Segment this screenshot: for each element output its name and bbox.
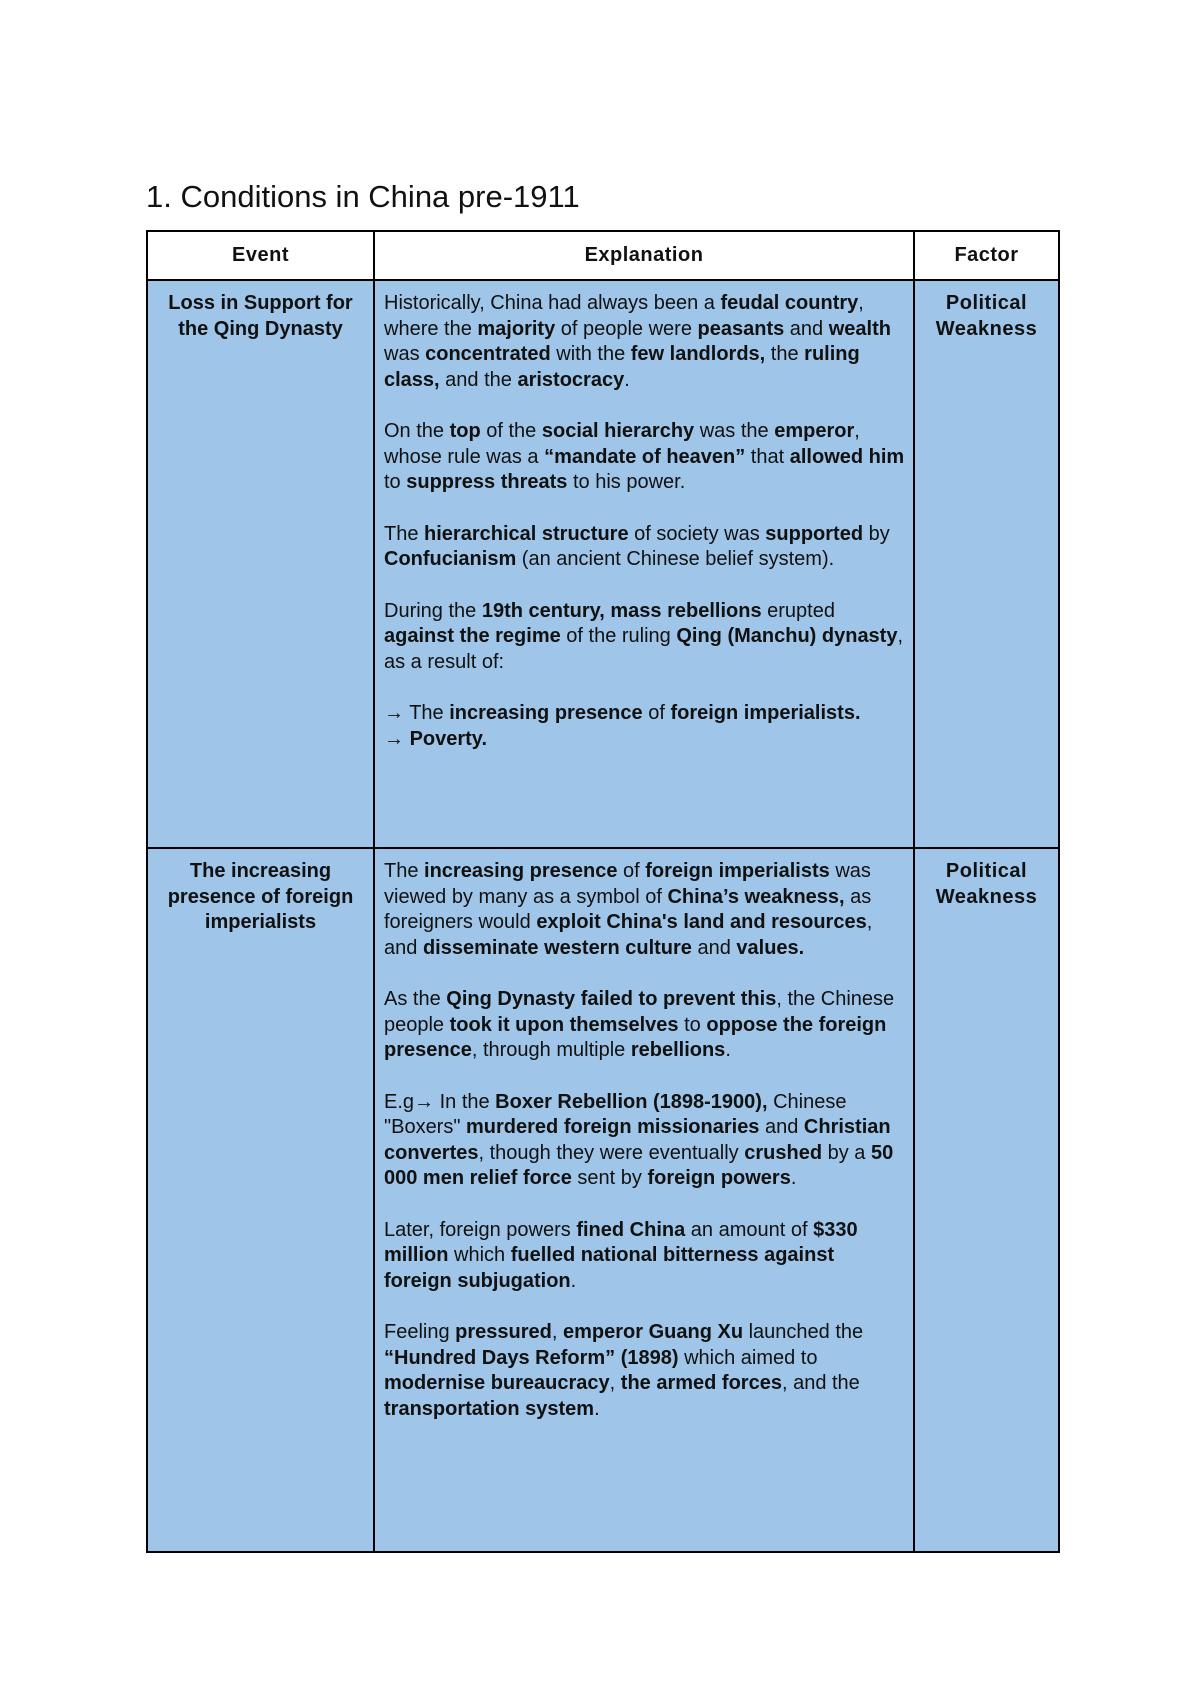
body-text: with the — [550, 343, 631, 365]
emphasis-text: $330 million — [384, 1218, 858, 1266]
table-row — [147, 280, 1059, 848]
emphasis-text: disseminate western culture — [422, 936, 692, 959]
emphasis-text: China’s weakness, — [667, 885, 845, 908]
body-text: , through multiple — [471, 1039, 631, 1061]
emphasis-text: emperor Guang Xu — [563, 1321, 744, 1343]
emphasis-text: foreign powers — [647, 1167, 791, 1189]
body-text: , and the — [781, 1372, 860, 1394]
emphasis-text: few landlords, — [630, 343, 766, 365]
body-text: , though they were eventually — [478, 1141, 745, 1164]
body-text: and the — [439, 368, 518, 391]
emphasis-text: Boxer Rebellion (1898-1900), — [495, 1090, 768, 1113]
emphasis-text: increasing presence — [424, 860, 618, 882]
body-text: that — [745, 445, 790, 468]
emphasis-text: “Hundred Days Reform” (1898) — [384, 1346, 679, 1369]
explanation-paragraph — [384, 419, 905, 496]
explanation-paragraph — [384, 987, 905, 1064]
emphasis-text: fined China — [576, 1218, 686, 1241]
emphasis-text: Confucianism — [384, 548, 517, 570]
body-text: , and — [384, 911, 873, 959]
explanation-paragraph — [384, 859, 905, 961]
emphasis-text: wealth — [828, 317, 891, 340]
emphasis-text: foreign imperialists — [645, 860, 830, 882]
body-text: to — [678, 1013, 707, 1036]
body-text: , whose rule was a — [384, 420, 860, 468]
body-text: by a — [822, 1141, 871, 1164]
emphasis-text: took it upon themselves — [449, 1013, 679, 1036]
emphasis-text: feudal country — [720, 292, 859, 314]
emphasis-text: Qing Dynasty failed to prevent this — [446, 988, 777, 1010]
body-text: On the — [384, 420, 450, 442]
explanation-cell — [374, 280, 914, 848]
explanation-paragraph — [384, 599, 905, 676]
emphasis-text: majority — [477, 317, 556, 340]
conditions-table — [146, 230, 1060, 1553]
emphasis-text: social hierarchy — [541, 420, 695, 442]
body-text: , the Chinese people — [384, 988, 895, 1036]
body-text: was — [384, 343, 426, 365]
emphasis-text: peasants — [697, 317, 785, 340]
emphasis-text: aristocracy — [517, 368, 625, 391]
explanation-paragraph — [384, 1090, 905, 1192]
emphasis-text: hierarchical structure — [424, 522, 629, 545]
body-text: The — [384, 860, 425, 882]
emphasis-text: exploit China's land and resources — [536, 911, 867, 933]
emphasis-text: fuelled national bitterness against foreign subjugation — [384, 1244, 835, 1292]
body-text: Later, foreign powers — [384, 1218, 577, 1241]
body-text: As the — [384, 988, 447, 1010]
body-text: Feeling — [384, 1321, 456, 1343]
body-text: → The — [384, 702, 450, 724]
emphasis-text: oppose the foreign presence — [384, 1013, 887, 1061]
emphasis-text: modernise bureaucracy — [384, 1372, 610, 1394]
table-row — [147, 848, 1059, 1552]
body-text: Historically, China had always been a — [384, 292, 721, 314]
body-text: E.g→ In the — [384, 1090, 496, 1113]
emphasis-text: suppress threats — [406, 471, 568, 493]
emphasis-text: increasing presence — [449, 702, 643, 724]
emphasis-text: Christian convertes — [384, 1116, 891, 1164]
body-text: of — [642, 702, 671, 724]
emphasis-text: 19th century, mass rebellions — [481, 599, 762, 622]
body-text: and — [759, 1116, 804, 1138]
body-text: . — [594, 1397, 600, 1420]
emphasis-text: foreign imperialists. — [670, 702, 861, 724]
body-text: . — [790, 1167, 797, 1189]
body-text: by — [863, 522, 890, 545]
body-text: and — [784, 317, 829, 340]
body-text: launched the — [743, 1321, 864, 1343]
emphasis-text: crushed — [744, 1141, 823, 1164]
body-text: to — [384, 471, 407, 493]
body-text: the — [765, 343, 805, 365]
header-factor: Factor — [914, 231, 1059, 280]
body-text: to his power. — [567, 471, 686, 493]
body-text: Chinese "Boxers" — [384, 1090, 847, 1138]
explanation-paragraph — [384, 291, 905, 393]
explanation-cell — [374, 848, 914, 1552]
body-text: was the — [694, 420, 775, 442]
emphasis-text: murdered foreign missionaries — [466, 1116, 760, 1138]
header-explanation: Explanation — [374, 231, 914, 280]
emphasis-text: pressured — [455, 1321, 552, 1343]
emphasis-text: 50 000 men relief force — [384, 1141, 894, 1189]
emphasis-text: the armed forces — [620, 1372, 782, 1394]
emphasis-text: concentrated — [425, 343, 551, 365]
factor-cell: Political Weakness — [914, 280, 1059, 848]
emphasis-text: ruling class, — [384, 343, 860, 391]
body-text: , — [609, 1372, 621, 1394]
page-title: 1. Conditions in China pre-1911 — [146, 179, 580, 214]
emphasis-text: values. — [736, 936, 805, 959]
header-event: Event — [147, 231, 374, 280]
event-cell: The increasing presence of foreign imperialists — [147, 848, 374, 1552]
body-text: of the — [480, 420, 542, 442]
body-text: erupted — [761, 599, 835, 622]
emphasis-text: supported — [765, 522, 864, 545]
body-text: , as a result of: — [384, 625, 904, 673]
emphasis-text: top — [449, 420, 481, 442]
body-text: an amount of — [685, 1218, 814, 1241]
body-text: The — [384, 522, 425, 545]
emphasis-text: “mandate of heaven” — [544, 445, 746, 468]
emphasis-text: Poverty. — [409, 727, 488, 750]
body-text: of people were — [555, 317, 698, 340]
body-text: of the ruling — [560, 625, 677, 647]
body-text: , where the — [384, 292, 864, 340]
body-text: , — [551, 1321, 563, 1343]
body-text: → — [384, 727, 410, 750]
table-header-row — [147, 231, 1059, 280]
body-text: was viewed by many as a symbol of — [384, 860, 871, 908]
body-text: . — [624, 368, 630, 391]
body-text: (an ancient Chinese belief system). — [516, 548, 835, 570]
factor-cell: Political Weakness — [914, 848, 1059, 1552]
explanation-paragraph — [384, 1320, 905, 1422]
body-text: . — [725, 1039, 731, 1061]
explanation-paragraph — [384, 701, 905, 752]
explanation-paragraph — [384, 522, 905, 573]
emphasis-text: against the regime — [384, 625, 561, 647]
emphasis-text: Qing (Manchu) dynasty — [676, 625, 898, 647]
body-text: and — [691, 936, 737, 959]
emphasis-text: transportation system — [384, 1397, 595, 1420]
body-text: . — [570, 1269, 577, 1292]
body-text: sent by — [571, 1167, 648, 1189]
emphasis-text: emperor — [774, 420, 855, 442]
body-text: of society was — [628, 522, 766, 545]
body-text: of — [617, 860, 646, 882]
event-cell: Loss in Support for the Qing Dynasty — [147, 280, 374, 848]
body-text: as foreigners would — [384, 885, 872, 933]
emphasis-text: rebellions — [630, 1039, 726, 1061]
body-text: which — [448, 1244, 511, 1266]
body-text: During the — [384, 599, 482, 622]
explanation-paragraph — [384, 1218, 905, 1295]
body-text: which aimed to — [678, 1346, 818, 1369]
emphasis-text: allowed him — [789, 445, 905, 468]
